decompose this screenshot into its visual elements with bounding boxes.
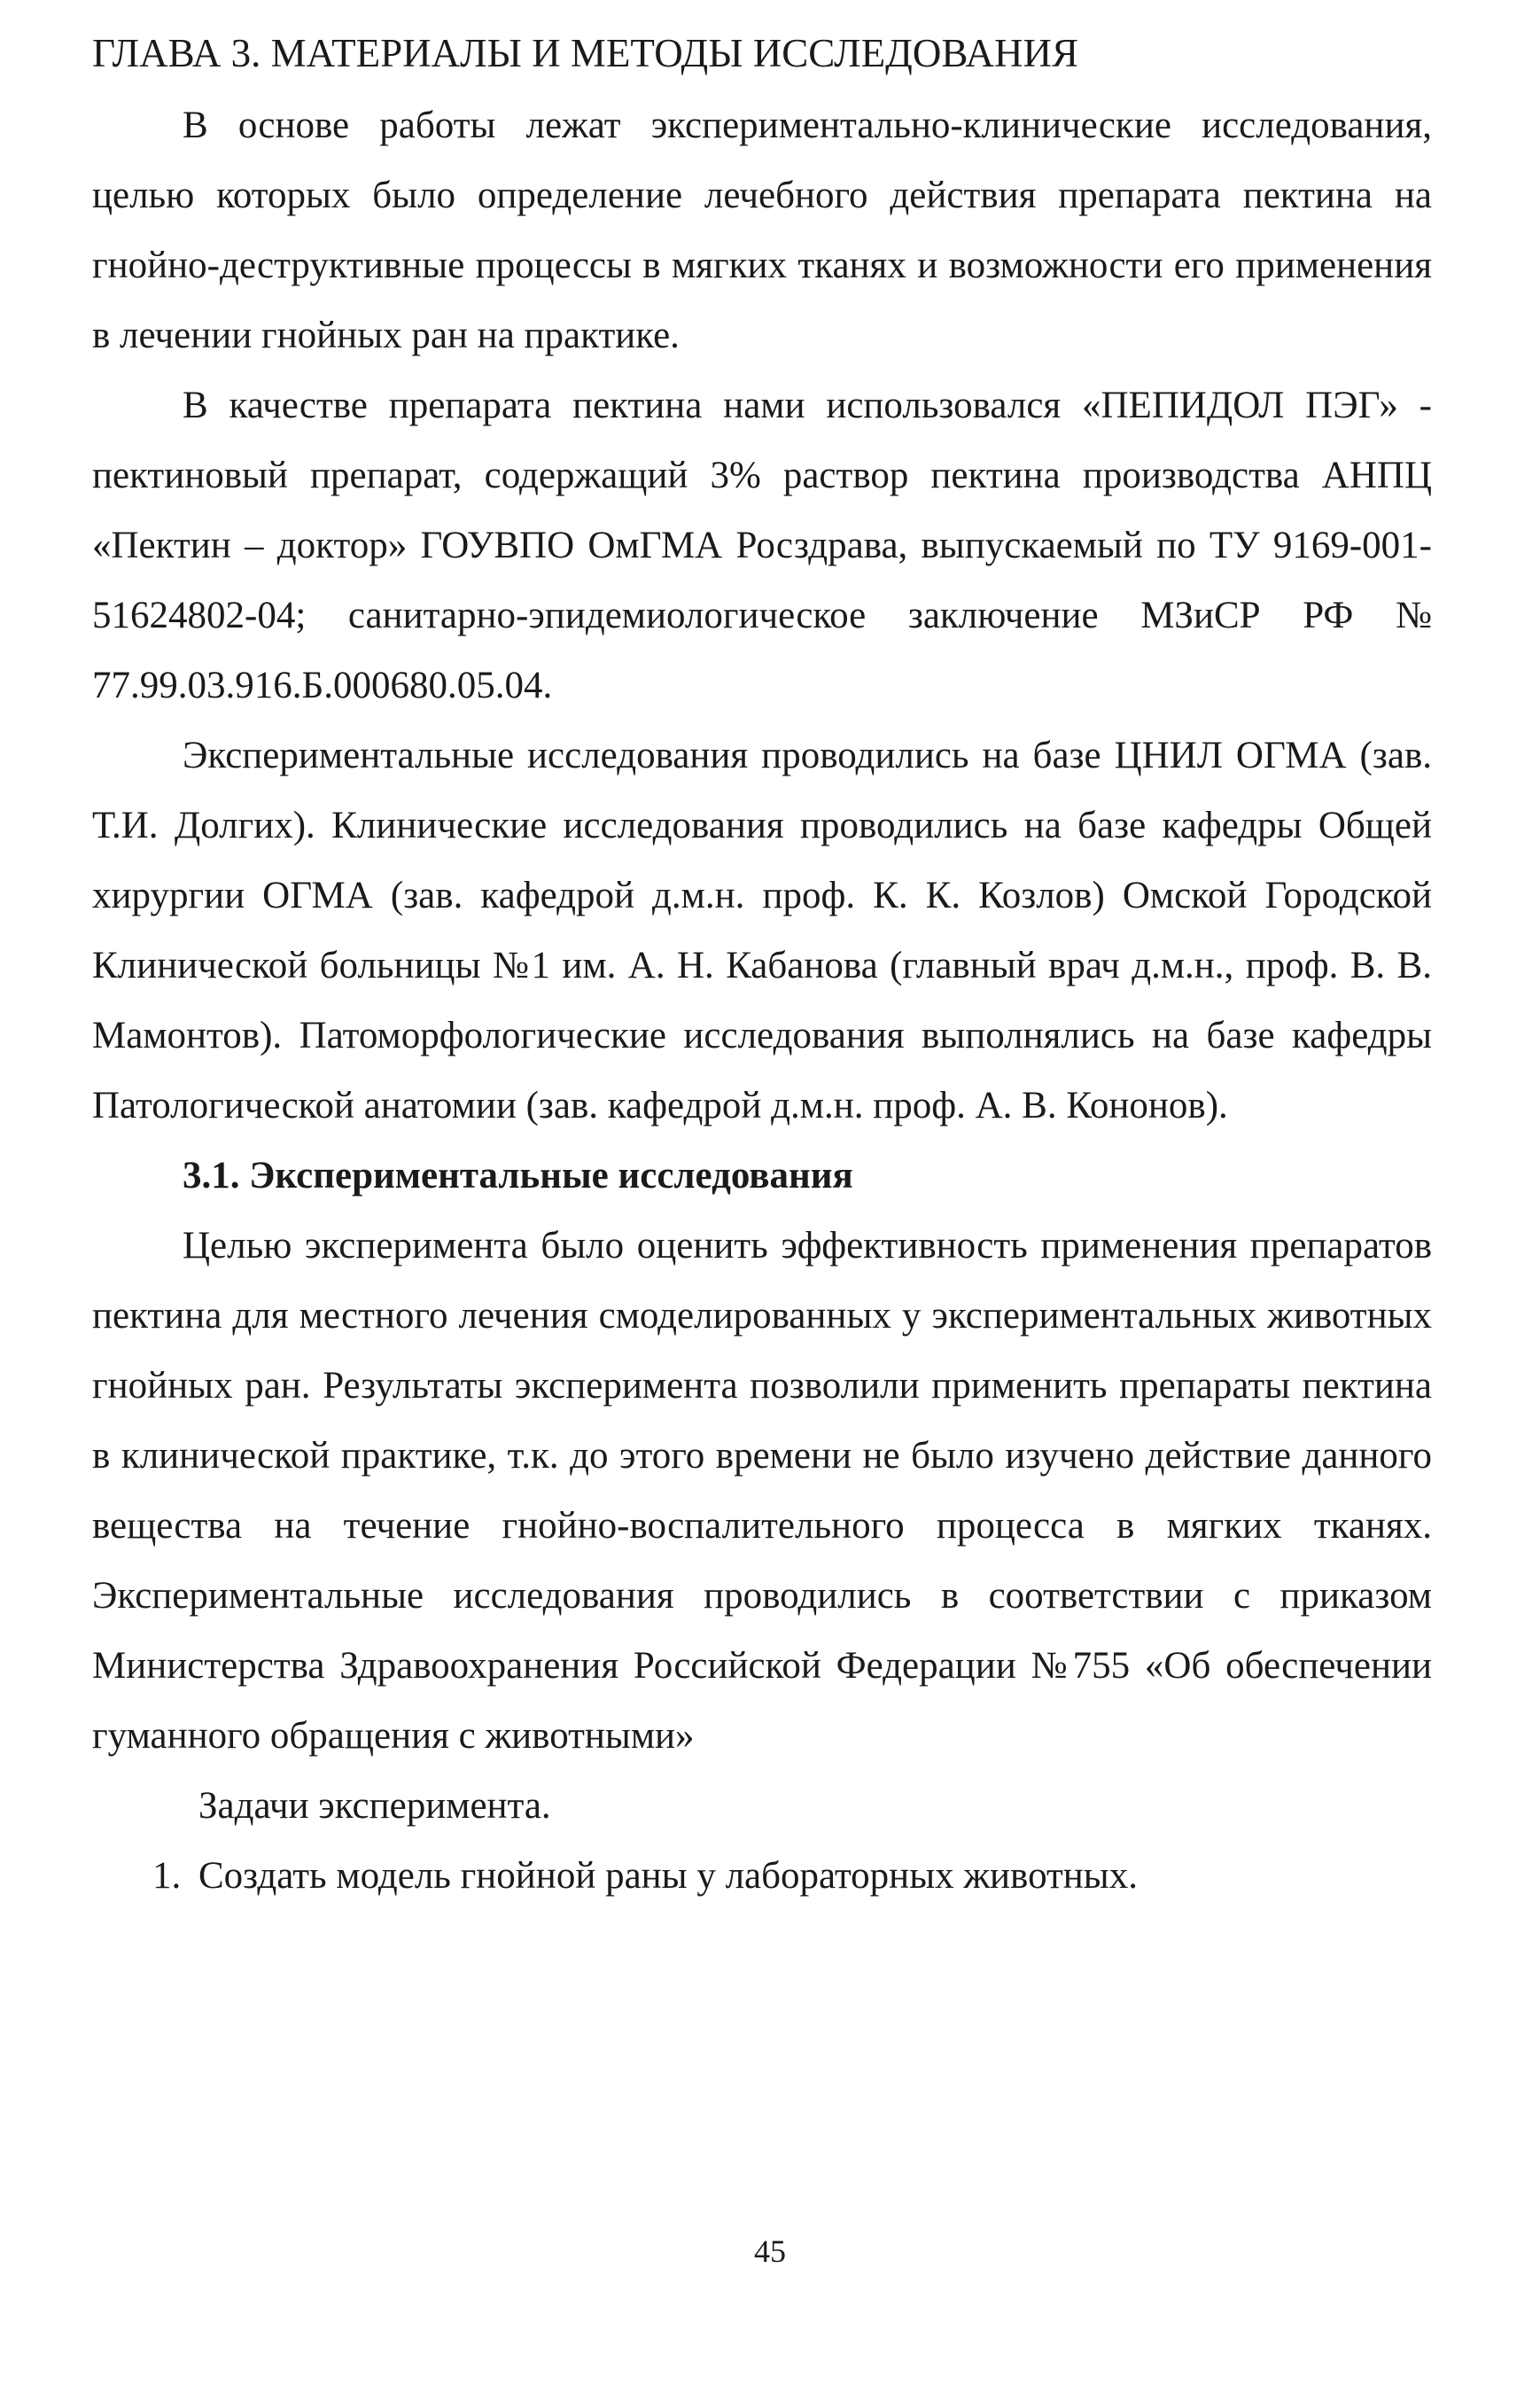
paragraph-intro: В основе работы лежат экспериментально-клинические исследования, целью которых было определение лечебного действия препарата пектина на гнойно-деструктивные процессы в мягких тканях и возможности его применения в лечении гнойных ран на практике. xyxy=(92,105,1432,356)
list-item xyxy=(152,1841,1432,1911)
page-number: 45 xyxy=(754,2233,786,2269)
paragraph-preparation: В качестве препарата пектина нами использовался «ПЕПИДОЛ ПЭГ» - пектиновый препарат, содержащий 3% раствор пектина производства АНПЦ «Пектин – доктор» ГОУВПО ОмГМА Росздрава, выпускаемый по ТУ 9169-001-51624802-04; санитарно-эпидемиологическое заключение МЗиСР РФ № 77.99.03.916.Б.000680.05.04. xyxy=(92,385,1432,706)
tasks-heading: Задачи эксперимента. xyxy=(198,1785,551,1827)
chapter-title: ГЛАВА 3. МАТЕРИАЛЫ И МЕТОДЫ ИССЛЕДОВАНИЯ xyxy=(92,31,1079,75)
list-item-number: 1. xyxy=(152,1855,182,1897)
paragraph-research-base: Экспериментальные исследования проводились на базе ЦНИЛ ОГМА (зав. Т.И. Долгих). Клинические исследования проводились на базе кафедры Общей хирургии ОГМА (зав. кафедрой д.м.н. проф. К. К. Козлов) Омской Городской Клинической больницы №1 им. А. Н. Кабанова (главный врач д.м.н., проф. В. В. Мамонтов). Патоморфологические исследования выполнялись на базе кафедры Патологической анатомии (зав. кафедрой д.м.н. проф. А. В. Кононов). xyxy=(92,735,1432,1126)
list-item-text: Создать модель гнойной раны у лабораторных животных. xyxy=(198,1855,1138,1897)
section-title: 3.1. Экспериментальные исследования xyxy=(183,1155,853,1196)
paragraph-experiment-goal: Целью эксперимента было оценить эффективность применения препаратов пектина для местного лечения смоделированных у экспериментальных животных гнойных ран. Результаты эксперимента позволили применить препараты пектина в клинической практике, т.к. до этого времени не было изучено действие данного вещества на течение гнойно-воспалительного процесса в мягких тканях. Экспериментальные исследования проводились в соответствии с приказом Министерства Здравоохранения Российской Федерации №755 «Об обеспечении гуманного обращения с животными» xyxy=(92,1225,1432,1757)
tasks-list xyxy=(92,1841,1432,1911)
